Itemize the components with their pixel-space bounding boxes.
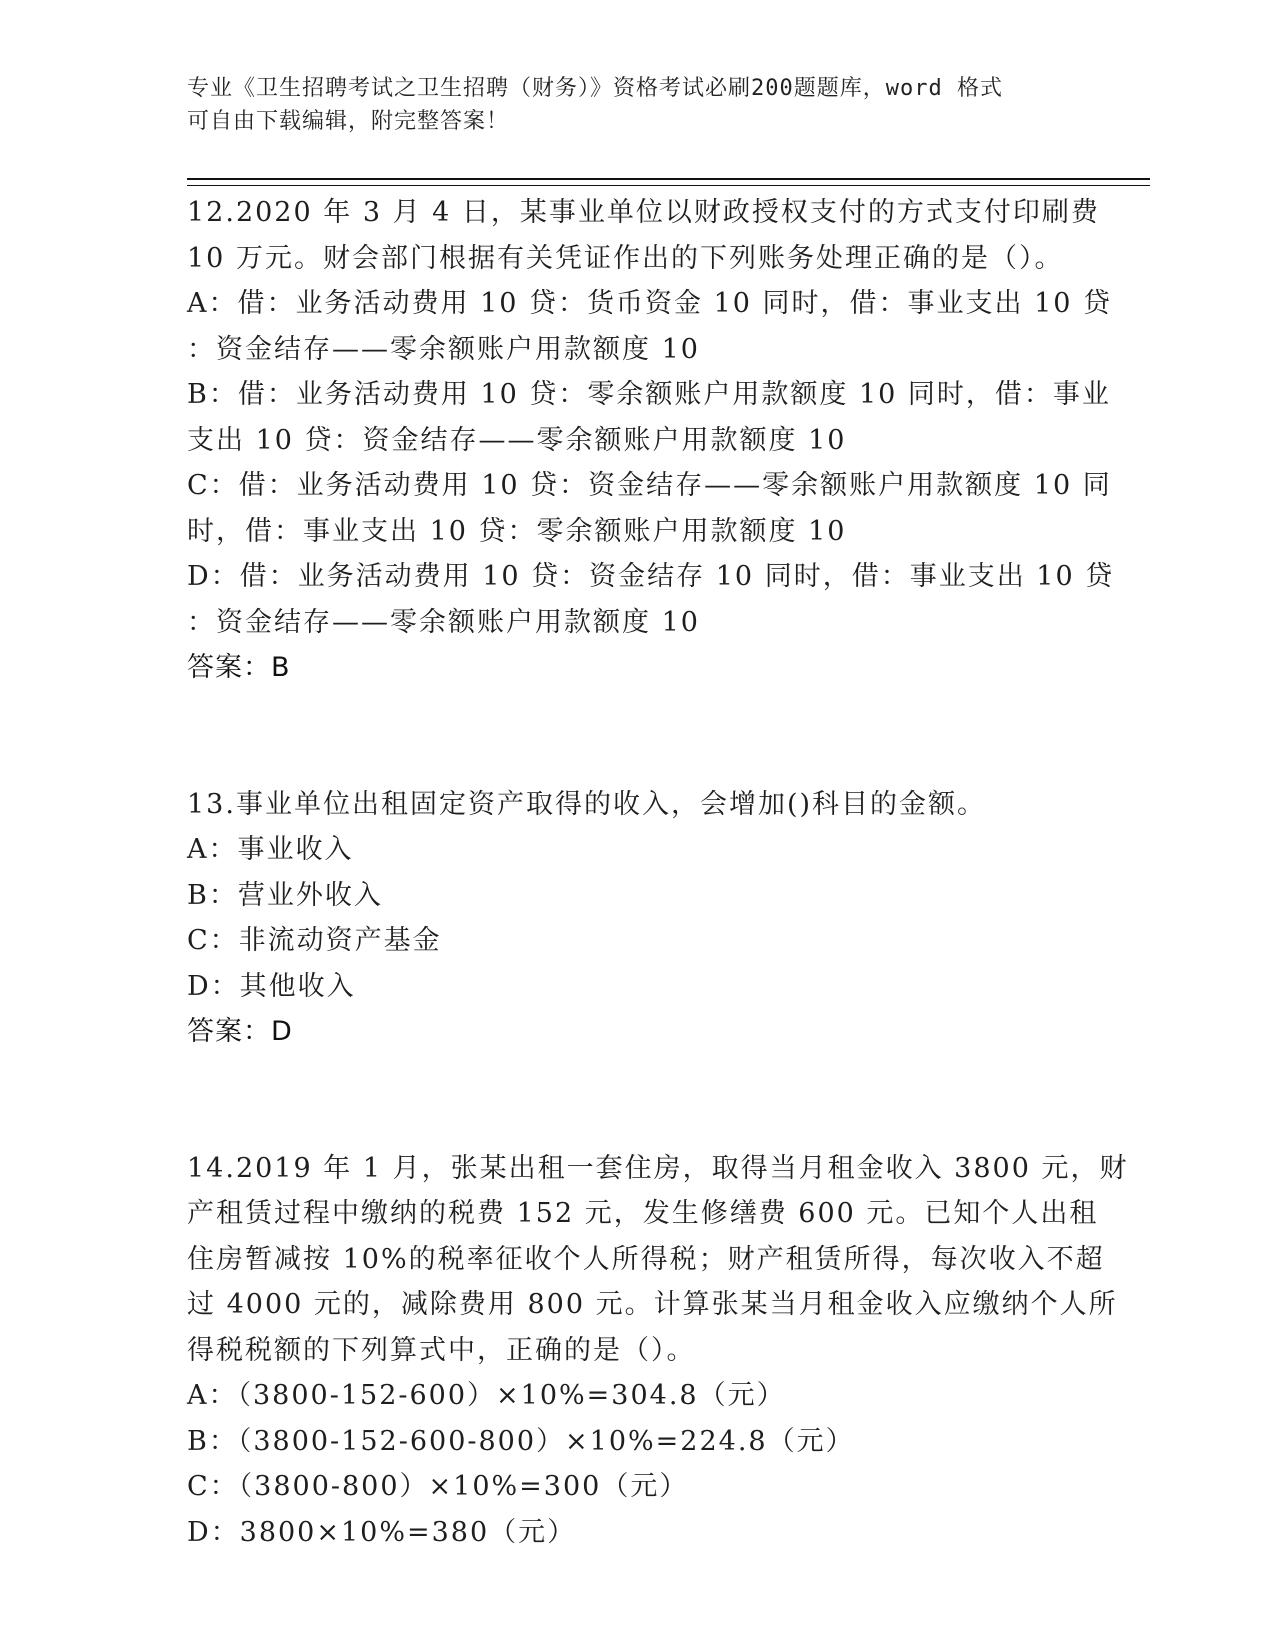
- option-b-line: 支出 10 贷：资金结存——零余额账户用款额度 10: [187, 424, 847, 456]
- option-c-line: C：借：业务活动费用 10 贷：资金结存——零余额账户用款额度 10 同: [187, 470, 1112, 501]
- question-stem-line: 13.事业单位出租固定资产取得的收入，会增加()科目的金额。: [187, 788, 987, 820]
- question-spacer: [187, 1055, 1087, 1146]
- header-rule-thin: [187, 185, 1150, 186]
- option-b-line: B：（3800-152-600-800）×10%=224.8（元）: [187, 1425, 855, 1457]
- question-stem-line: 14.2019 年 1 月，张某出租一套住房，取得当月租金收入 3800 元，财: [187, 1152, 1129, 1184]
- option-a-line: A：事业收入: [187, 834, 354, 865]
- option-c-line: C：非流动资产基金: [187, 925, 442, 956]
- question-stem-line: 10 万元。财会部门根据有关凭证作出的下列账务处理正确的是（）。: [187, 242, 1064, 274]
- header-line-2: 可自由下载编辑，附完整答案！: [187, 109, 510, 134]
- option-a-line: A：（3800-152-600）×10%=304.8（元）: [187, 1380, 786, 1411]
- document-header: [187, 72, 1087, 138]
- answer-line: 答案：D: [187, 1016, 293, 1047]
- option-d-line: D：3800×10%=380（元）: [187, 1516, 577, 1548]
- question-stem-line: 得税税额的下列算式中，正确的是（）。: [187, 1334, 696, 1366]
- question-12: [187, 190, 1115, 691]
- question-14: [187, 1146, 1129, 1556]
- option-c-line: 时，借：事业支出 10 贷：零余额账户用款额度 10: [187, 515, 847, 547]
- option-d-line: D：借：业务活动费用 10 贷：资金结存 10 同时，借：事业支出 10 贷: [187, 561, 1115, 592]
- option-d-line: ：资金结存——零余额账户用款额度 10: [187, 606, 700, 638]
- option-b-line: B：营业外收入: [187, 879, 383, 911]
- question-stem-line: 住房暂减按 10%的税率征收个人所得税；财产租赁所得，每次收入不超: [187, 1243, 1105, 1275]
- option-b-line: B：借：业务活动费用 10 贷：零余额账户用款额度 10 同时，借：事业: [187, 379, 1111, 410]
- question-13: [187, 782, 1087, 1055]
- header-rule-thick: [187, 178, 1150, 180]
- header-line-1: 专业《卫生招聘考试之卫生招聘（财务）》资格考试必刷200题题库，word 格式: [187, 76, 1003, 101]
- answer-line: 答案：B: [187, 652, 291, 683]
- question-stem-line: 产租赁过程中缴纳的税费 152 元，发生修缮费 600 元。已知个人出租: [187, 1198, 1099, 1229]
- option-a-line: ：资金结存——零余额账户用款额度 10: [187, 333, 700, 365]
- question-spacer: [187, 691, 1087, 782]
- option-c-line: C：（3800-800）×10%=300（元）: [187, 1471, 689, 1502]
- option-d-line: D：其他收入: [187, 970, 356, 1002]
- option-a-line: A：借：业务活动费用 10 贷：货币资金 10 同时，借：事业支出 10 贷: [187, 288, 1113, 319]
- question-stem-line: 过 4000 元的，减除费用 800 元。计算张某当月租金收入应缴纳个人所: [187, 1289, 1118, 1320]
- question-list: [187, 190, 1129, 1555]
- question-stem-line: 12.2020 年 3 月 4 日，某事业单位以财政授权支付的方式支付印刷费: [187, 197, 1100, 228]
